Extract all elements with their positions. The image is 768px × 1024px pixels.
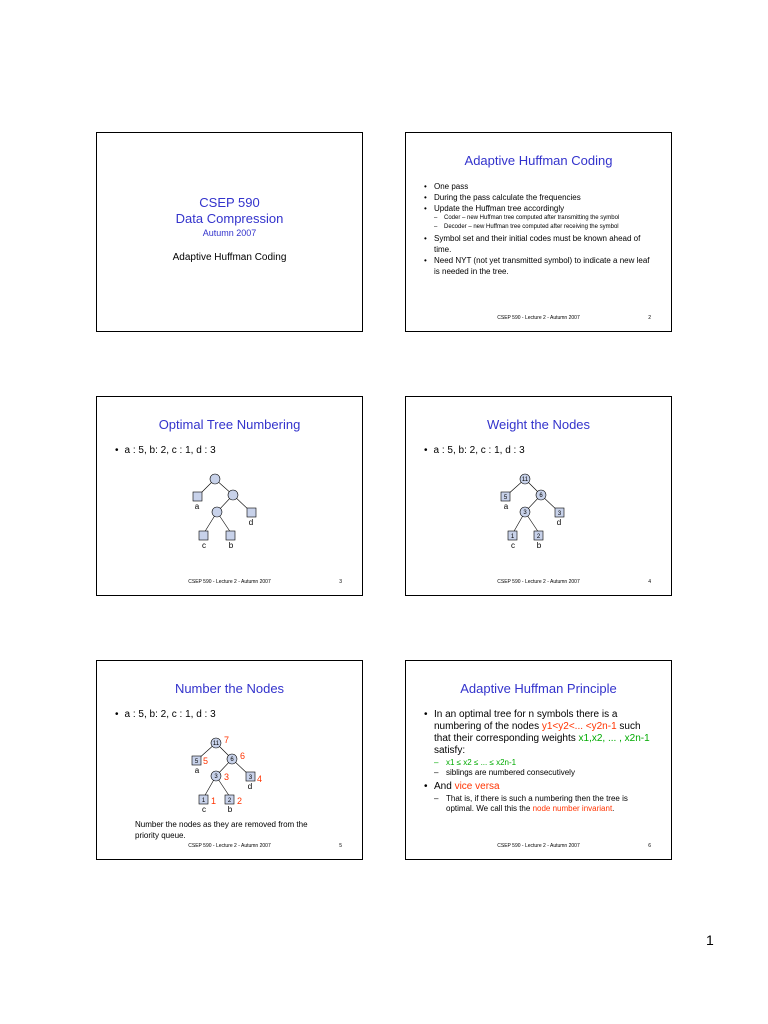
tree-node [228,490,238,500]
sub-bullet-list [434,214,655,232]
slide-adaptive-huffman-principle [405,660,672,860]
tree-nodes [501,474,564,540]
leaf-label-d: d [556,518,562,527]
page-number: 1 [706,932,714,948]
leaf-label-c: c [511,541,515,550]
leaf-label-d: d [248,518,254,527]
bullet-item: • One pass [424,181,655,192]
course-code: CSEP 590 [199,195,260,210]
slide-adaptive-huffman-coding [405,132,672,332]
leaf-label-a: a [503,502,509,511]
footer-text: CSEP 590 - Lecture 2 - Autumn 2007 [188,579,271,585]
weight-d: 3 [557,511,562,517]
leaf-label-b: b [228,541,234,550]
tree-node [212,507,222,517]
footer-text: CSEP 590 - Lecture 2 - Autumn 2007 [497,315,580,321]
slide-heading: Adaptive Huffman Principle [460,681,617,696]
weight-sequence: x1,x2, ... , x2n-1 [578,733,650,744]
tree-edges [503,479,562,533]
weight-a: 5 [194,759,199,765]
tree-leaf [226,531,235,540]
slide-heading: Optimal Tree Numbering [158,417,301,432]
slide-weight-the-nodes [405,396,672,596]
order-right: 6 [240,751,246,761]
slide-caption: Number the nodes as they are removed from the priority queue. [135,820,308,840]
tree-node [210,474,220,484]
order-c: 1 [211,796,217,806]
sub-bullet-list [434,758,657,778]
bullet-text: satisfy: [434,745,466,756]
tree-leaf [247,508,256,517]
order-d: 4 [257,774,263,784]
weight-c: 1 [201,798,206,804]
bullet-item [424,203,655,232]
course-name: Data Compression [175,211,284,226]
sub-bullet-item: – Coder – new Huffman tree computed after transmitting the symbol [434,214,655,223]
slide-footer [406,315,671,321]
bullet-text: And [434,781,455,792]
bullet-item [424,781,657,814]
weight-mid: 3 [523,510,527,516]
slide-number: 5 [339,843,342,849]
bullet-item: • During the pass calculate the frequencies [424,192,655,203]
order-a: 5 [203,756,209,766]
bullet-item: • a : 5, b: 2, c : 1, d : 3 [424,445,525,456]
leaf-label-c: c [202,805,206,814]
course-term: Autumn 2007 [202,228,257,238]
slide-heading: Weight the Nodes [486,417,591,432]
bullet-item: • Need NYT (not yet transmitted symbol) to indicate a new leaf is needed in the tree. [424,255,655,277]
slide-number: 6 [648,843,651,849]
tree-leaf [193,492,202,501]
sub-bullet-text: . [612,804,615,813]
tree-nodes [192,738,255,804]
slide-optimal-tree-numbering [96,396,363,596]
bullet-list [424,709,657,817]
bullet-text: such that their corresponding weights [434,721,641,744]
weight-root: 11 [521,477,529,483]
bullet-text: In an optimal tree for n symbols there is a numbering of the nodes [434,709,618,732]
weight-root: 11 [212,741,220,747]
weight-mid: 3 [214,774,218,780]
sub-bullet-item: – Decoder – new Huffman tree computed after receiving the symbol [434,223,655,232]
weight-b: 2 [536,534,541,540]
slide-footer [97,843,362,849]
order-mid: 3 [224,772,230,782]
slide-number: 2 [648,315,651,321]
bullet-text: Update the Huffman tree accordingly [434,204,565,213]
slide-heading: Number the Nodes [174,681,285,696]
slide-footer [97,579,362,585]
slide-number: 4 [648,579,651,585]
footer-text: CSEP 590 - Lecture 2 - Autumn 2007 [188,843,271,849]
sub-bullet-item [434,794,657,814]
sub-bullet-item: – siblings are numbered consecutively [434,768,657,778]
slide-heading: Adaptive Huffman Coding [464,153,613,168]
bullet-item: • a : 5, b: 2, c : 1, d : 3 [115,445,216,456]
huffman-tree-diagram [97,397,362,595]
leaf-label-a: a [194,766,200,775]
lecture-subtitle: Adaptive Huffman Coding [172,252,287,263]
leaf-label-b: b [227,805,233,814]
weight-right: 6 [230,757,234,763]
weighted-tree-diagram [406,397,671,595]
weight-c: 1 [510,534,515,540]
emphasis-text: vice versa [454,781,500,792]
tree-leaf [199,531,208,540]
leaf-label-c: c [202,541,206,550]
slide-number-the-nodes [96,660,363,860]
order-b: 2 [237,796,243,806]
slide-title [96,132,363,332]
footer-text: CSEP 590 - Lecture 2 - Autumn 2007 [497,843,580,849]
leaf-label-b: b [536,541,542,550]
weight-d: 3 [248,775,253,781]
tree-edges [198,479,254,533]
sub-bullet-text: That is, if there is such a numbering then the tree is optimal. We call this the [446,794,628,813]
cover-title-block [97,195,362,239]
sub-bullet-list [434,794,657,814]
bullet-list [424,181,655,277]
node-sequence: y1<y2<... <y2n-1 [541,721,617,732]
weight-b: 2 [227,798,232,804]
leaf-label-d: d [247,782,253,791]
slide-footer [406,843,671,849]
sub-bullet-item: – x1 ≤ x2 ≤ ... ≤ x2n-1 [434,758,657,768]
weight-a: 5 [503,495,508,501]
footer-text: CSEP 590 - Lecture 2 - Autumn 2007 [497,579,580,585]
bullet-item [424,709,657,778]
slide-footer [406,579,671,585]
tree-nodes [193,474,256,540]
leaf-label-a: a [194,502,200,511]
order-root: 7 [224,735,230,745]
slide-number: 3 [339,579,342,585]
bullet-item: • a : 5, b: 2, c : 1, d : 3 [115,709,216,720]
weight-right: 6 [539,493,543,499]
bullet-item: • Symbol set and their initial codes must be known ahead of time. [424,233,655,255]
emphasis-text: node number invariant [532,804,613,813]
